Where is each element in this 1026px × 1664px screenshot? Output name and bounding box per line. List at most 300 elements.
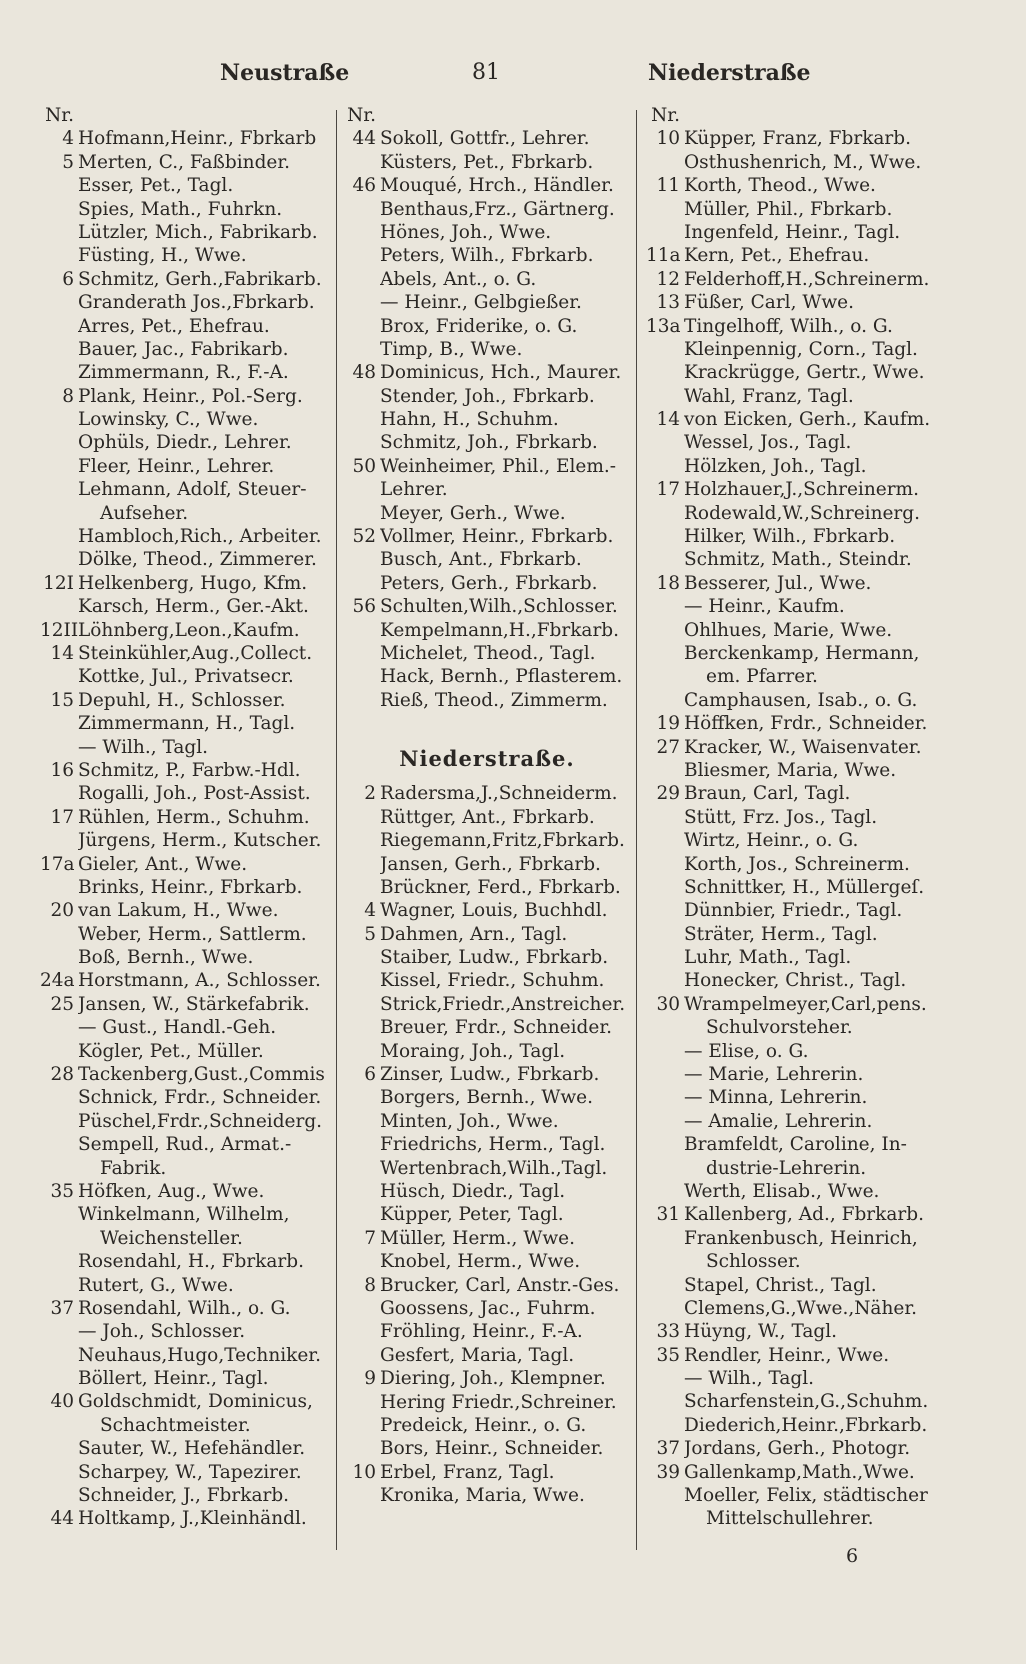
resident-text: Felderhoff,H.,Schreinerm.: [684, 268, 930, 290]
directory-entry: [342, 946, 632, 969]
directory-entry: [342, 127, 632, 150]
resident-text: Rosendahl, H., Fbrkarb.: [78, 1251, 304, 1273]
resident-text: Vollmer, Heinr., Fbrkarb.: [380, 526, 614, 548]
resident-text: Arres, Pet., Ehefrau.: [78, 315, 270, 337]
directory-entry: [40, 548, 330, 571]
resident-text: Füsting, H., Wwe.: [78, 245, 247, 267]
directory-entry: [40, 642, 330, 665]
house-number: [40, 1344, 78, 1367]
house-number: [342, 1133, 380, 1156]
page-number: 81: [472, 60, 500, 85]
directory-entry: [646, 1461, 946, 1484]
resident-text: Werth, Elisab., Wwe.: [684, 1180, 880, 1202]
directory-entry: [342, 1157, 632, 1180]
resident-text: Berckenkamp, Hermann,: [684, 642, 920, 664]
house-number: [342, 1040, 380, 1063]
resident-text: Schmitz, Math., Steindr.: [684, 549, 912, 571]
directory-entry: [646, 1437, 946, 1460]
house-number: [40, 1484, 78, 1507]
directory-entry: [646, 665, 946, 688]
house-number: [342, 619, 380, 642]
resident-text: Strick,Friedr.,Anstreicher.: [380, 993, 626, 1015]
directory-entry: [646, 1040, 946, 1063]
house-number: 10: [656, 128, 680, 150]
resident-text: Lehmann, Adolf, Steuer-: [78, 479, 307, 501]
house-number: [40, 1414, 78, 1437]
directory-entry: [646, 946, 946, 969]
directory-entry: [342, 1274, 632, 1297]
resident-text: [78, 104, 330, 127]
resident-text: Schnittker, H., Müllergeſ.: [684, 876, 925, 898]
house-number: [646, 1297, 684, 1320]
directory-entry: [40, 853, 330, 876]
house-number: [342, 969, 380, 992]
house-number: [646, 385, 684, 408]
house-number: 25: [50, 993, 74, 1015]
directory-entry: [40, 1250, 330, 1273]
house-number: [342, 268, 380, 291]
resident-text: Predeick, Heinr., o. G.: [380, 1414, 587, 1436]
directory-entry: [40, 104, 330, 127]
directory-entry: [342, 1414, 632, 1437]
resident-text: Wrampelmeyer,Carl,pens.: [684, 993, 927, 1015]
directory-entry: [646, 338, 946, 361]
resident-text: Camphausen, Isab., o. G.: [684, 689, 918, 711]
house-number: 7: [364, 1227, 376, 1249]
resident-text: Friedrichs, Herm., Tagl.: [380, 1134, 606, 1156]
directory-entry: [40, 595, 330, 618]
house-number: [646, 455, 684, 478]
directory-entry: [646, 1227, 946, 1250]
resident-text: Hüyng, W., Tagl.: [684, 1321, 838, 1343]
house-number: [342, 1016, 380, 1039]
house-number: [40, 1157, 78, 1180]
resident-text: Goldschmidt, Dominicus,: [78, 1391, 313, 1413]
directory-entry: [342, 431, 632, 454]
directory-entry: [342, 502, 632, 525]
column-2: [342, 104, 632, 1507]
resident-text: Schmitz, P., Farbw.-Hdl.: [78, 759, 301, 781]
house-number: [646, 1157, 684, 1180]
directory-entry: [40, 759, 330, 782]
resident-text: Aufseher.: [100, 502, 189, 524]
house-number: [646, 1040, 684, 1063]
house-number: [342, 642, 380, 665]
directory-entry: [342, 1320, 632, 1343]
resident-text: Lützler, Mich., Fabrikarb.: [78, 221, 318, 243]
directory-entry: [342, 244, 632, 267]
directory-entry: [342, 829, 632, 852]
house-number: [40, 174, 78, 197]
house-number: 12I: [43, 572, 74, 594]
directory-entry: [40, 525, 330, 548]
directory-entry: [342, 665, 632, 688]
directory-entry: [342, 899, 632, 922]
directory-entry: [646, 1086, 946, 1109]
house-number: [342, 291, 380, 314]
house-number: [40, 1320, 78, 1343]
resident-text: Luhr, Math., Tagl.: [684, 947, 852, 969]
resident-text: Holzhauer,J.,Schreinerm.: [684, 479, 919, 501]
resident-text: Weber, Herm., Sattlerm.: [78, 923, 307, 945]
directory-entry: [342, 1110, 632, 1133]
resident-text: Steinkühler,Aug.,Collect.: [78, 642, 313, 664]
house-number: [646, 899, 684, 922]
directory-entry: [646, 782, 946, 805]
directory-entry: [342, 221, 632, 244]
resident-text: Jürgens, Herm., Kutscher.: [78, 830, 322, 852]
house-number: [646, 431, 684, 454]
directory-entry: [342, 361, 632, 384]
directory-entry: [342, 1391, 632, 1414]
house-number: 31: [656, 1204, 680, 1226]
resident-text: [684, 104, 946, 127]
resident-text: Helkenberg, Hugo, Kfm.: [78, 572, 308, 594]
resident-text: Depuhl, H., Schlosser.: [78, 689, 286, 711]
resident-text: Brucker, Carl, Anstr.-Ges.: [380, 1274, 620, 1296]
directory-entry: [40, 1461, 330, 1484]
resident-text: Ohlhues, Marie, Wwe.: [684, 619, 893, 641]
directory-entry: [646, 385, 946, 408]
directory-entry: [342, 1133, 632, 1156]
resident-text: Braun, Carl, Tagl.: [684, 783, 851, 805]
resident-text: Rodewald,W.,Schreinerg.: [684, 502, 920, 524]
resident-text: Minten, Joh., Wwe.: [380, 1110, 559, 1132]
directory-entry: [40, 619, 330, 642]
resident-text: Kottke, Jul., Privatsecr.: [78, 666, 294, 688]
house-number: [40, 1110, 78, 1133]
house-number: [342, 1320, 380, 1343]
directory-entry: [40, 1297, 330, 1320]
resident-text: Erbel, Franz, Tagl.: [380, 1461, 555, 1483]
resident-text: Jansen, Gerh., Fbrkarb.: [380, 853, 601, 875]
resident-text: Ingenfeld, Heinr., Tagl.: [684, 221, 901, 243]
house-number: 44: [50, 1508, 74, 1530]
directory-entry: [342, 268, 632, 291]
column-rule: [636, 110, 637, 1550]
directory-entry: [342, 1180, 632, 1203]
resident-text: Rühlen, Herm., Schuhm.: [78, 806, 310, 828]
house-number: 50: [352, 455, 376, 477]
directory-entry: [342, 1203, 632, 1226]
house-number: [342, 853, 380, 876]
house-number: [342, 1203, 380, 1226]
directory-entry: [646, 268, 946, 291]
directory-entry: [40, 899, 330, 922]
section-title: Niederstraße.: [399, 745, 575, 771]
resident-text: — Heinr., Kaufm.: [684, 596, 845, 618]
resident-text: Schachtmeister.: [100, 1414, 251, 1436]
resident-text: Horstmann, A., Schlosser.: [78, 970, 321, 992]
house-number: [646, 1484, 684, 1507]
directory-entry: [40, 1367, 330, 1390]
house-number: [40, 1227, 78, 1250]
resident-text: — Amalie, Lehrerin.: [684, 1110, 873, 1132]
directory-entry: [342, 969, 632, 992]
house-number: 52: [352, 526, 376, 548]
resident-text: Neuhaus,Hugo,Techniker.: [78, 1344, 322, 1366]
house-number: 4: [62, 128, 74, 150]
resident-text: Scharfenstein,G.,Schuhm.: [684, 1391, 929, 1413]
directory-entry: [342, 595, 632, 618]
house-number: [40, 923, 78, 946]
house-number: [342, 1086, 380, 1109]
house-number: [646, 1367, 684, 1390]
resident-text: Kracker, W., Waisenvater.: [684, 736, 922, 758]
resident-text: Küsters, Pet., Fbrkarb.: [380, 151, 594, 173]
directory-entry: [646, 853, 946, 876]
resident-text: Bauer, Jac., Fabrikarb.: [78, 338, 289, 360]
resident-text: Fabrik.: [100, 1157, 167, 1179]
house-number: [342, 665, 380, 688]
house-number: [342, 198, 380, 221]
house-number: [646, 1016, 684, 1039]
house-number: 28: [50, 1064, 74, 1086]
house-number: 27: [656, 736, 680, 758]
resident-text: Schnick, Frdr., Schneider.: [78, 1087, 322, 1109]
house-number: [646, 1390, 684, 1413]
house-number: [40, 291, 78, 314]
running-head-left: Neustraße: [220, 60, 350, 86]
resident-text: Dünnbier, Friedr., Tagl.: [684, 900, 903, 922]
house-number: [646, 923, 684, 946]
house-number: [646, 1086, 684, 1109]
directory-entry: [40, 736, 330, 759]
directory-entry: [342, 1437, 632, 1460]
resident-text: Lehrer.: [380, 479, 448, 501]
resident-text: Lowinsky, C., Wwe.: [78, 409, 259, 431]
resident-text: Sauter, W., Hefehändler.: [78, 1438, 306, 1460]
directory-entry: [646, 1157, 946, 1180]
house-number: Nr.: [45, 105, 74, 126]
resident-text: Frankenbusch, Heinrich,: [684, 1227, 918, 1249]
resident-text: Rosendahl, Wilh., o. G.: [78, 1297, 291, 1319]
resident-text: Sokoll, Gottfr., Lehrer.: [380, 128, 590, 150]
house-number: [40, 548, 78, 571]
house-number: [342, 502, 380, 525]
house-number: [342, 829, 380, 852]
house-number: 8: [364, 1274, 376, 1296]
house-number: [342, 1297, 380, 1320]
directory-entry: [342, 853, 632, 876]
resident-text: Radersma,J.,Schneiderm.: [380, 783, 618, 805]
resident-text: Mittelschullehrer.: [706, 1508, 874, 1530]
resident-text: Dölke, Theod., Zimmerer.: [78, 549, 317, 571]
house-number: [646, 1227, 684, 1250]
resident-text: Hölzken, Joh., Tagl.: [684, 455, 867, 477]
house-number: [646, 1414, 684, 1437]
resident-text: Rogalli, Joh., Post-Assist.: [78, 783, 311, 805]
resident-text: Rutert, G., Wwe.: [78, 1274, 234, 1296]
house-number: 30: [656, 993, 680, 1015]
resident-text: Stapel, Christ., Tagl.: [684, 1274, 877, 1296]
house-number: [40, 1133, 78, 1156]
directory-entry: [646, 642, 946, 665]
resident-text: Kronika, Maria, Wwe.: [380, 1485, 585, 1507]
directory-entry: [342, 876, 632, 899]
house-number: [646, 829, 684, 852]
house-number: [646, 1274, 684, 1297]
directory-entry: [40, 1484, 330, 1507]
signature-mark: 6: [846, 1545, 859, 1567]
house-number: [646, 1250, 684, 1273]
house-number: 17a: [40, 853, 75, 875]
directory-entry: [40, 478, 330, 501]
directory-entry: [342, 572, 632, 595]
house-number: [342, 548, 380, 571]
house-number: [40, 525, 78, 548]
house-number: 37: [656, 1438, 680, 1460]
resident-text: [380, 104, 632, 127]
directory-entry: [40, 198, 330, 221]
resident-text: Stender, Joh., Fbrkarb.: [380, 385, 595, 407]
resident-text: Spies, Math., Fuhrkn.: [78, 198, 283, 220]
resident-text: Knobel, Herm., Wwe.: [380, 1251, 581, 1273]
directory-entry: [646, 993, 946, 1016]
column-rule: [336, 110, 337, 1550]
house-number: Nr.: [347, 105, 376, 126]
directory-entry: [40, 1227, 330, 1250]
resident-text: Höffken, Frdr., Schneider.: [684, 713, 928, 735]
directory-entry: [342, 408, 632, 431]
directory-entry: [342, 198, 632, 221]
directory-entry: [342, 174, 632, 197]
resident-text: Benthaus,Frz., Gärtnerg.: [380, 198, 615, 220]
resident-text: Brückner, Ferd., Fbrkarb.: [380, 876, 621, 898]
house-number: [342, 1180, 380, 1203]
house-number: [342, 1414, 380, 1437]
house-number: 13a: [646, 315, 681, 337]
directory-entry: [40, 1414, 330, 1437]
resident-text: Müller, Herm., Wwe.: [380, 1227, 575, 1249]
resident-text: Hofmann,Heinr., Fbrkarb: [78, 128, 317, 150]
house-number: [342, 315, 380, 338]
directory-entry: [646, 1110, 946, 1133]
house-number: 24a: [40, 970, 75, 992]
house-number: [40, 502, 78, 525]
directory-entry: [40, 1437, 330, 1460]
directory-entry: [40, 502, 330, 525]
house-number: 9: [364, 1368, 376, 1390]
house-number: 29: [656, 783, 680, 805]
house-number: 37: [50, 1297, 74, 1319]
house-number: [342, 1157, 380, 1180]
directory-entry: [342, 1367, 632, 1390]
directory-entry: [646, 431, 946, 454]
resident-text: — Elise, o. G.: [684, 1040, 809, 1062]
directory-entry: [40, 1110, 330, 1133]
resident-text: Diederich,Heinr.,Fbrkarb.: [684, 1414, 928, 1436]
house-number: [646, 548, 684, 571]
resident-text: Schlosser.: [706, 1251, 801, 1273]
resident-text: Gieler, Ant., Wwe.: [78, 853, 248, 875]
house-number: [646, 525, 684, 548]
resident-text: Fleer, Heinr., Lehrer.: [78, 455, 275, 477]
directory-entry: [646, 829, 946, 852]
resident-text: Timp, B., Wwe.: [380, 338, 523, 360]
directory-entry: [646, 361, 946, 384]
directory-entry: [646, 1367, 946, 1390]
house-number: [40, 1367, 78, 1390]
resident-text: Kallenberg, Ad., Fbrkarb.: [684, 1204, 924, 1226]
directory-entry: [646, 619, 946, 642]
house-number: 5: [62, 151, 74, 173]
directory-entry: [342, 1344, 632, 1367]
directory-entry: [646, 198, 946, 221]
house-number: [342, 572, 380, 595]
house-number: [40, 361, 78, 384]
resident-text: Böllert, Heinr., Tagl.: [78, 1368, 269, 1390]
resident-text: Zimmermann, H., Tagl.: [78, 713, 296, 735]
directory-entry: [40, 408, 330, 431]
directory-entry: [40, 969, 330, 992]
house-number: 20: [50, 900, 74, 922]
directory-entry: [342, 1040, 632, 1063]
house-number: [342, 338, 380, 361]
directory-entry: [40, 689, 330, 712]
resident-text: Wessel, Jos., Tagl.: [684, 432, 852, 454]
directory-entry: [342, 923, 632, 946]
directory-entry: [342, 385, 632, 408]
resident-text: Rieß, Theod., Zimmerm.: [380, 689, 608, 711]
directory-entry: [646, 478, 946, 501]
directory-entry: [646, 455, 946, 478]
directory-entry: [646, 1250, 946, 1273]
house-number: [646, 1133, 684, 1156]
house-number: [646, 946, 684, 969]
resident-text: Hack, Bernh., Pflasterem.: [380, 666, 623, 688]
house-number: 4: [364, 900, 376, 922]
resident-text: dustrie-Lehrerin.: [706, 1157, 867, 1179]
house-number: 33: [656, 1321, 680, 1343]
resident-text: Sträter, Herm., Tagl.: [684, 923, 878, 945]
resident-text: Korth, Theod., Wwe.: [684, 175, 876, 197]
house-number: 44: [352, 128, 376, 150]
directory-entry: [342, 806, 632, 829]
house-number: [646, 151, 684, 174]
resident-text: Fröhling, Heinr., F.-A.: [380, 1321, 583, 1343]
house-number: [646, 1063, 684, 1086]
house-number: [342, 806, 380, 829]
directory-entry: [646, 1063, 946, 1086]
house-number: [342, 1344, 380, 1367]
resident-text: Kern, Pet., Ehefrau.: [684, 245, 870, 267]
directory-entry: [646, 525, 946, 548]
directory-entry: [646, 1414, 946, 1437]
resident-text: von Eicken, Gerh., Kaufm.: [684, 409, 931, 431]
resident-text: Clemens,G.,Wwe.,Näher.: [684, 1297, 918, 1319]
house-number: [40, 198, 78, 221]
house-number: [40, 244, 78, 267]
resident-text: Abels, Ant., o. G.: [380, 268, 537, 290]
resident-text: Schulvorsteher.: [706, 1017, 853, 1039]
house-number: [342, 689, 380, 712]
directory-entry: [342, 315, 632, 338]
resident-text: — Minna, Lehrerin.: [684, 1087, 868, 1109]
house-number: 46: [352, 175, 376, 197]
house-number: [646, 642, 684, 665]
house-number: 56: [352, 596, 376, 618]
directory-entry: [646, 502, 946, 525]
resident-text: Esser, Pet., Tagl.: [78, 175, 234, 197]
house-number: [40, 1016, 78, 1039]
directory-entry: [40, 1507, 330, 1530]
directory-entry: [342, 1250, 632, 1273]
directory-entry: [40, 174, 330, 197]
house-number: [646, 361, 684, 384]
house-number: [646, 1180, 684, 1203]
resident-text: Krackrügge, Gertr., Wwe.: [684, 362, 925, 384]
